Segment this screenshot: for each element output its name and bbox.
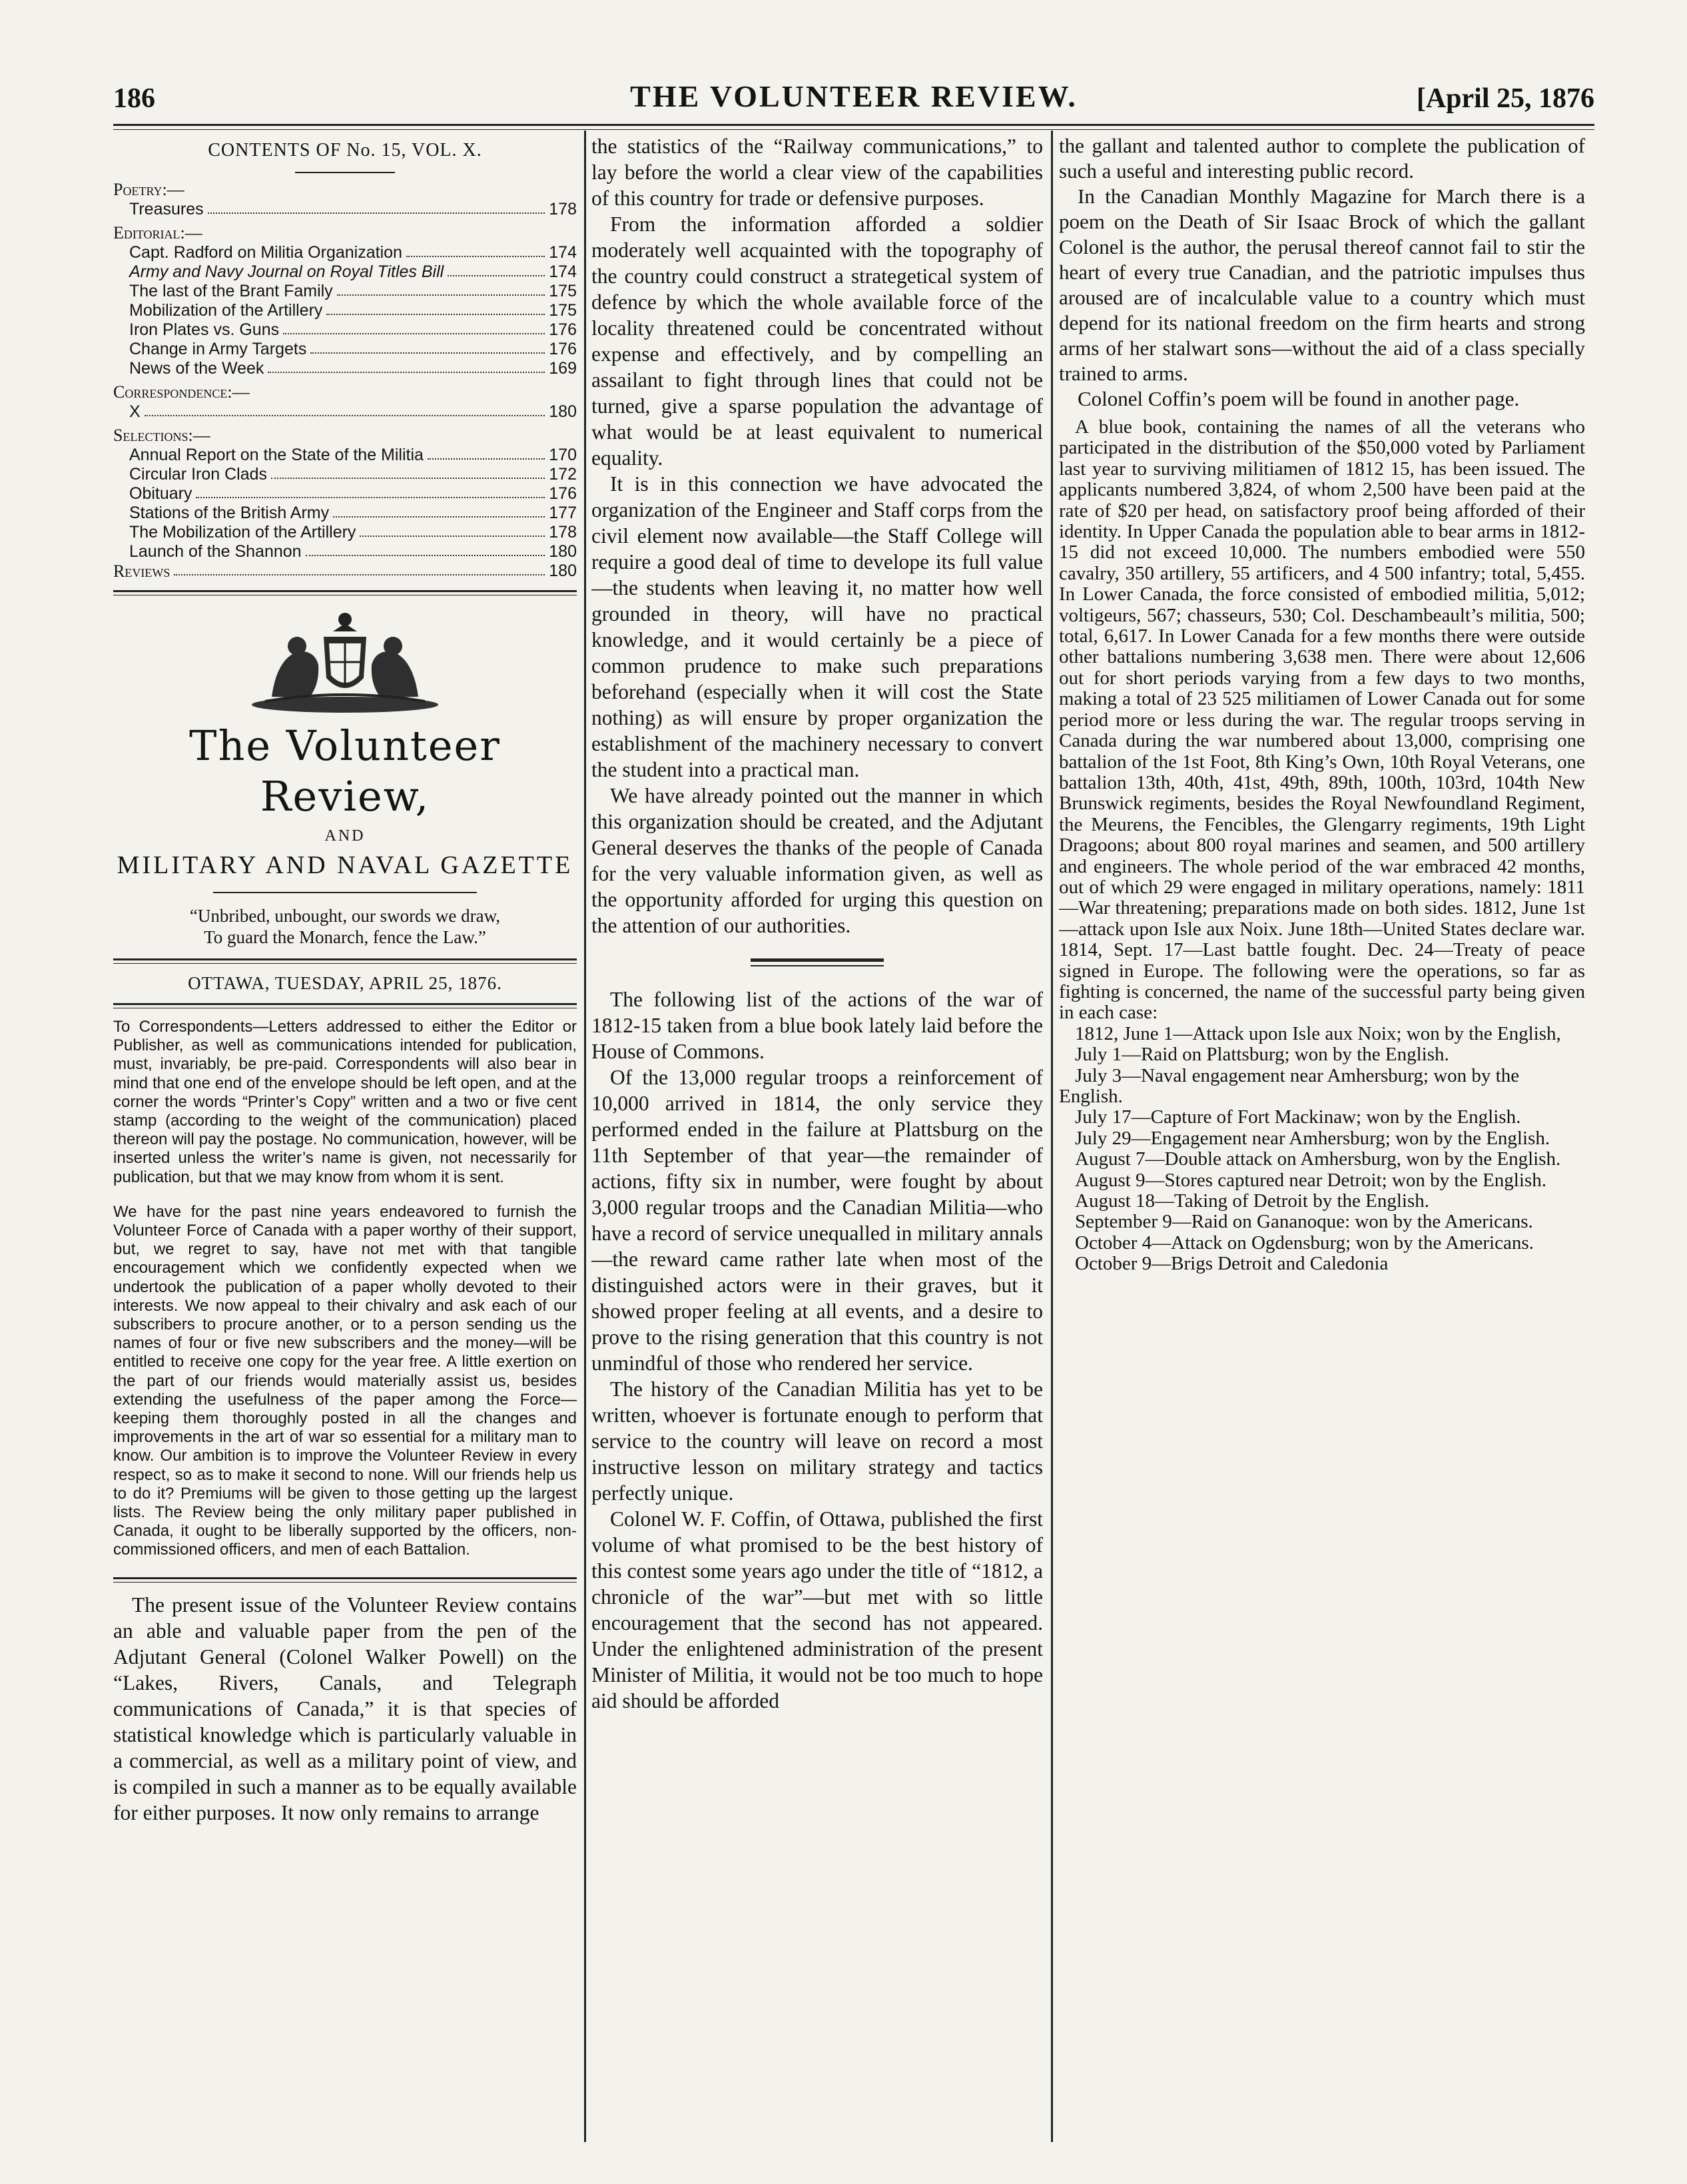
article-paragraph: Of the 13,000 regular troops a reinforcement of 10,000 arrived in 1814, the only service they performed ended in the failure at Plattsburg on the 11th September of that year—the remainder of actions, fifty six in number, were fought by about 3,000 regular troops and the Canadian Militia—who have a record of service unequalled in military annals—the reward came rather late when most of the distinguished actors were in their graves, but it showed proper feeling at all events, and a desire to prove to the rising generation that this country is not unmindful of those who rendered her service. — [591, 1066, 1043, 1375]
contents-section — [113, 426, 577, 561]
article-paragraph: The present issue of the Volunteer Review contains an able and valuable paper from the pen of the Adjutant General (Colonel Walker Powell) on the “Lakes, Rivers, Canals, and Telegraph communications of Canada,” it is that species of statistical knowledge which is particularly valuable in a commercial, as well as a military point of view, and is compiled in such a manner as to be equally available for either purposes. It now only remains to arrange — [113, 1593, 577, 1824]
article-paragraph: the gallant and talented author to complete the publication of such a useful and interesting public record. — [1059, 134, 1585, 182]
motto-line: To guard the Monarch, fence the Law.” — [204, 927, 486, 947]
double-rule — [113, 1003, 577, 1008]
list-item: July 17—Capture of Fort Mackinaw; won by the English. — [1075, 1106, 1521, 1128]
masthead-title: The Volunteer Review, — [189, 721, 501, 821]
list-item: October 9—Brigs Detroit and Caledonia — [1075, 1253, 1389, 1275]
article-paragraph: It is in this connection we have advocated the organization of the Engineer and Staff corps from the civil element now available—the Staff College will require a good deal of time to develope its full value—the students when leaving it, no matter how well grounded in theory, will have no practical knowledge, and it would certainly be a piece of common prudence to make such preparations beforehand (especially when it will cost the State nothing) as will ensure by proper organization the establishment of the machinery necessary to convert the student into a practical man. — [591, 472, 1043, 781]
list-item: July 1—Raid on Plattsburg; won by the English. — [1075, 1044, 1449, 1066]
contents-item: Capt. Radford on Militia Organization 174 — [129, 243, 577, 262]
contents-item: Stations of the British Army 177 — [129, 504, 577, 522]
contents-item: Mobilization of the Artillery 175 — [129, 301, 577, 320]
column-2 — [591, 133, 1043, 2138]
actions-list — [1059, 1024, 1585, 1275]
contents-item: Obituary 176 — [129, 484, 577, 503]
rule — [295, 172, 395, 173]
section-separator — [751, 958, 884, 966]
contents-section — [113, 382, 577, 422]
contents-item: Annual Report on the State of the Militia 170 — [129, 446, 577, 464]
contents-section — [113, 223, 577, 378]
masthead-and: AND — [324, 827, 366, 845]
royal-arms-emblem — [245, 605, 445, 718]
running-title: THE VOLUNTEER REVIEW. — [630, 79, 1078, 113]
article-paragraph: Colonel Coffin’s poem will be found in another page. — [1078, 387, 1520, 410]
list-item: September 9—Raid on Gananoque: won by the Americans. — [1075, 1211, 1533, 1233]
masthead-motto — [120, 905, 570, 948]
article-paragraph: The history of the Canadian Militia has yet to be written, whoever is fortunate enough to perform that service to the country will leave on record a most instructive lesson on military strategy and tactics perfectly unique. — [591, 1377, 1043, 1505]
contents-item: The last of the Brant Family 175 — [129, 282, 577, 300]
contents-item: Iron Plates vs. Guns 176 — [129, 320, 577, 339]
contents-item: Launch of the Shannon 180 — [129, 542, 577, 561]
article-paragraph: A blue book, containing the names of all the veterans who participated in the distribution of the $50,000 voted by Parliament last year to surviving militiamen of 1812 15, has been issued. The applicants numbered 3,824, of whom 2,500 have been paid at the rate of $20 per head, on satisfactory proof being afforded of their identity. In Upper Canada the population able to bear arms in 1812-15 did not exceed 10,000. The numbers embodied were 550 cavalry, 350 artillery, 55 artificers, and 4 500 infantry; total, 5,455. In Lower Canada, the force consisted of embodied militia, 5,012; voltigeurs, 567; chasseurs, 530; Col. Deschambeault’s militia, 500; total, 6,617. In Lower Canada for a few months there were outside other battalions numbering 3,638 men. There were about 12,606 out for short periods varying from a few days to two months, making a total of 23 525 militiamen of Lower Canada out for some period more or less during the war. The regular troops serving in Canada during the war numbered about 13,000, comprising one battalion of the 1st Foot, 8th King’s Own, 10th Royal Veterans, one battalion 13th, 40th, 41st, 49th, 89th, 100th, 103rd, 104th New Brunswick regiments, besides the Royal Newfoundland Regiment, the Meurens, the Fencibles, the Glengarry regiments, 19th Light Dragoons; about 800 royal marines and seamen, and 500 artillery and engineers. The whole period of the war embraced 42 months, out of which 29 were engaged in military operations, namely: 1811—War threatening; preparations made on both sides. 1812, June 1st—attack upon Isle aux Noix. June 18th—United States declare war. 1814, Sept. 17—Last battle fought. Dec. 24—Treaty of peace signed in Europe. The following were the operations, so far as fighting is concerned, the name of the successful party being given in each case: — [1059, 416, 1585, 1024]
contents-heading: Correspondence:— — [113, 382, 250, 402]
double-rule — [113, 1577, 577, 1583]
double-rule — [113, 590, 577, 595]
list-item: August 9—Stores captured near Detroit; won by the English. — [1075, 1169, 1546, 1191]
contents-heading: Selections:— — [113, 426, 210, 445]
list-item: July 29—Engagement near Amhersburg; won by the English. — [1075, 1127, 1550, 1149]
dateline: OTTAWA, TUESDAY, APRIL 25, 1876. — [188, 973, 502, 993]
page-number: 186 — [113, 83, 155, 114]
contents-item: Change in Army Targets 176 — [129, 340, 577, 358]
contents-heading: Poetry:— — [113, 180, 184, 199]
article-paragraph: We have already pointed out the manner in which this organization should be created, and the Adjutant General deserves the thanks of the people of Canada for the very valuable information given, as well as the opportunity afforded for urging this question on the attention of our authorities. — [591, 784, 1043, 937]
list-item: August 7—Double attack on Amhersburg, won by the English. — [1075, 1148, 1561, 1170]
column-1 — [113, 133, 577, 2125]
article-paragraph: In the Canadian Monthly Magazine for March there is a poem on the Death of Sir Isaac Brock of which the gallant Colonel is the author, the perusal thereof cannot fail to stir the heart of every true Canadian, and the patriotic impulses thus aroused are of incalculable value to a country which must depend for its national freedom on the firm hearts and strong arms of her stalwart sons—without the aid of a class specially trained to arms. — [1059, 184, 1585, 385]
list-item: July 3—Naval engagement near Amhersburg; won by the English. — [1059, 1064, 1520, 1107]
contents-item: Treasures 178 — [129, 200, 577, 218]
contents-item: The Mobilization of the Artillery 178 — [129, 523, 577, 542]
contents-item: X 180 — [129, 402, 577, 421]
contents-item: Army and Navy Journal on Royal Titles Bill 174 — [129, 262, 577, 281]
masthead-subtitle: MILITARY AND NAVAL GAZETTE — [117, 851, 573, 879]
correspondents-notice: To Correspondents—Letters addressed to either the Editor or Publisher, as well as communications intended for publication, must, invariably, be pre-paid. Correspondents will also bear in mind that one end of the envelope should be left open, and at the corner the words “Printer’s Copy” written and a two or five cent stamp (according to the weight of the communication) placed thereon will pay the postage. No communication, however, will be inserted unless the writer’s name is given, not necessarily for publication, but that we may know from whom it is sent. — [113, 1018, 577, 1186]
page-header — [113, 79, 1594, 119]
article-paragraph: From the information afforded a soldier moderately well acquainted with the topography of the country could construct a strategetical system of defence by which the whole available force of the locality threatened could be concentrated without expense and effectively, and by compelling an assailant to fight through lines that could not be turned, give a sparse population the advantage of what would be at least equivalent to numerical equality. — [591, 212, 1043, 470]
contents-section — [113, 180, 577, 219]
list-item: August 18—Taking of Detroit by the English. — [1075, 1190, 1429, 1212]
contents-item: Reviews 180 — [113, 561, 577, 581]
article-paragraph: the statistics of the “Railway communications,” to lay before the world a clear view of the capabilities of this country for trade or defensive purposes. — [591, 135, 1043, 210]
subscribers-notice: We have for the past nine years endeavored to furnish the Volunteer Force of Canada with a paper worthy of their support, but, we regret to say, have not met with that tangible encouragement which we confidently expected when we undertook the publication of a paper wholly devoted to their interests. We now appeal to their chivalry and ask each of our subscribers to procure another, or to a person sending us the names of four or five new subscribers and the money—will be entitled to receive one copy for the year free. A little exertion on the part of our friends would materially assist us, besides extending the usefulness of the paper among the Force—keeping them thoroughly posted in all the changes and improvements in the art of war so essential for a military man to know. Our ambition is to improve the Volunteer Review in every respect, so as to make it second to none. Will our friends help us to do it? Premiums will be given to those getting up the largest lists. The Review being the only military paper published in Canada, it ought to be liberally supported by the officers, non-commissioned officers, and men of each Battalion. — [113, 1202, 577, 1559]
article-paragraph: Colonel W. F. Coffin, of Ottawa, published the first volume of what promised to be the best history of this contest some years ago under the title of “1812, a chronicle of the war”—but met with so little encouragement that the second has not appeared. Under the enlightened administration of the present Minister of Militia, it would not be too much to hope aid should be afforded — [591, 1507, 1043, 1712]
issue-date: [April 25, 1876 — [1416, 83, 1594, 114]
contents-heading: Editorial:— — [113, 223, 202, 242]
motto-line: “Unbribed, unbought, our swords we draw, — [189, 906, 501, 926]
contents-title: CONTENTS OF No. 15, VOL. X. — [208, 140, 482, 161]
list-item: 1812, June 1—Attack upon Isle aux Noix; won by the English, — [1075, 1022, 1561, 1044]
article-paragraph: The following list of the actions of the war of 1812-15 taken from a blue book lately laid before the House of Commons. — [591, 988, 1043, 1063]
column-divider — [1051, 131, 1053, 2142]
double-rule — [113, 958, 577, 964]
rule — [213, 892, 477, 893]
contents-item: Circular Iron Clads 172 — [129, 465, 577, 484]
column-3 — [1059, 133, 1585, 2138]
header-rule — [113, 124, 1594, 126]
contents-item: News of the Week 169 — [129, 359, 577, 378]
column-divider — [584, 131, 586, 2142]
list-item: October 4—Attack on Ogdensburg; won by the Americans. — [1075, 1232, 1534, 1254]
header-rule-thin — [113, 129, 1594, 130]
